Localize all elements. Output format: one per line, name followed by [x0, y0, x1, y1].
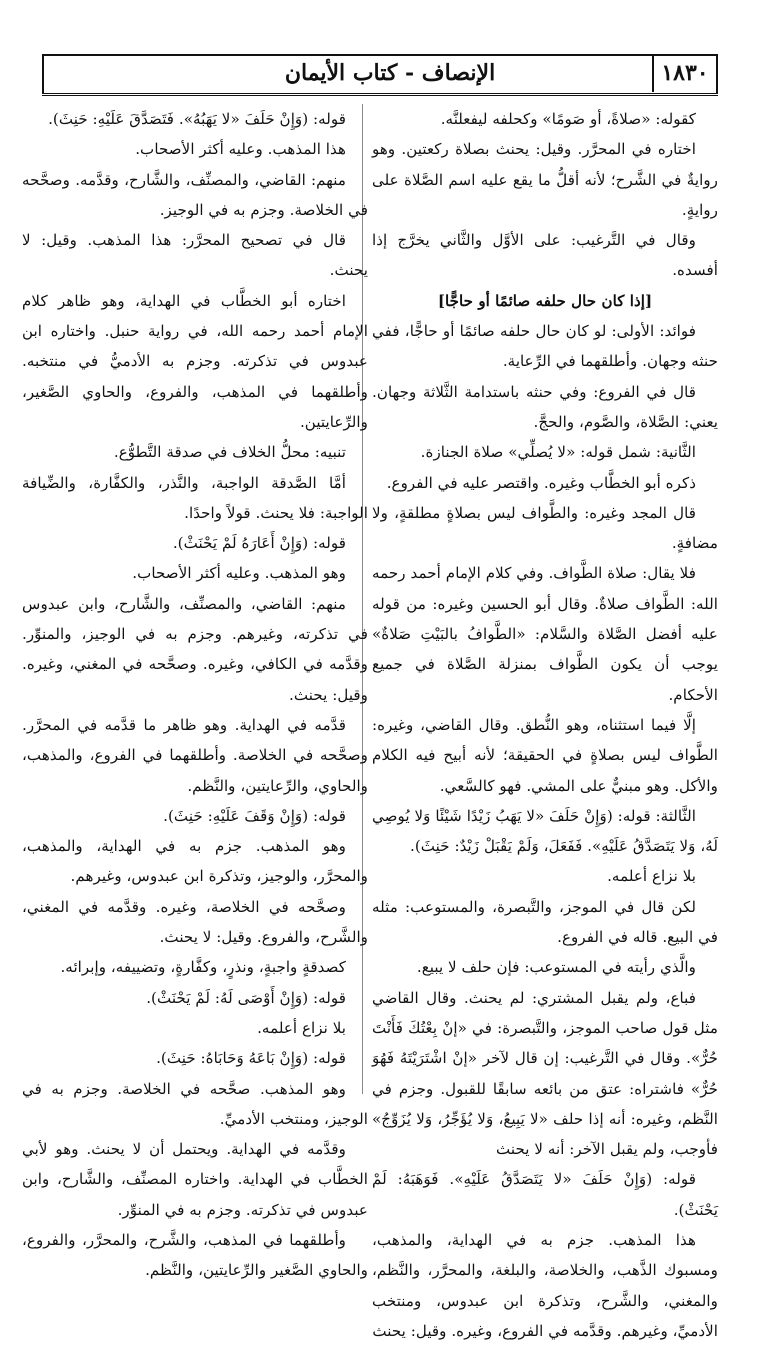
paragraph: بلا نزاع أعلمه. — [607, 867, 696, 886]
page-title: الإنصاف - كتاب الأيمان — [284, 60, 496, 86]
paragraph: وقال في التَّرغيب: على الأوَّل والثَّاني يخرَّج إذا أفسده. — [372, 231, 718, 280]
paragraph: قوله: (وَإِنْ وَقَفَ عَلَيْهِ: حَنِثَ). — [163, 806, 346, 825]
paragraph: الثَّالثة: قوله: (وَإِنْ حَلَفَ «لا يَهَبُ زَيْدًا شَيْئًا وَلا يُوصِي لَهُ، وَلا يَتَصَدَّقُ عَلَيْهِ». فَفَعَلَ، وَلَمْ يَقْبَلْ زَيْدٌ: حَنِثَ). — [372, 806, 718, 856]
paragraph: اختاره في المحرَّر. وقيل: يحنث بصلاة ركعتين. وهو روايةٌ في الشَّرح؛ لأنه أقلُّ ما يقع عليه اسم الصَّلاة على روايةٍ. — [372, 140, 718, 219]
paragraph: أمَّا الصَّدقة الواجبة، والنَّذر، والكفَّارة، والضِّيافة الواجبة: فلا يحنث. قولاً واحدًا. — [22, 473, 368, 522]
paragraph: وهو المذهب. جزم به في الهداية، والمذهب، والمحرَّر، والوجيز، وتذكرة ابن عبدوس، وغيرهم. — [22, 837, 368, 886]
paragraph: قال في الفروع: وفي حنثه باستدامة الثَّلاثة وجهان. يعني: الصَّلاة، والصَّوم، والحجَّ. — [372, 382, 718, 431]
paragraph: قوله: (وَإِنْ حَلَفَ «لا يَتَصَدَّقُ عَلَيْهِ». فَوَهَبَهُ: لَمْ يَحْنَثْ). — [372, 1170, 718, 1219]
paragraph: فلا يقال: صلاة الطَّواف. وفي كلام الإمام أحمد رحمه الله: الطَّواف صلاةٌ. وقال أبو الحسين وغيره: من قوله عليه أفضل الصَّلاة والسَّلام: «الطَّوافُ بالبَيْتِ صَلاةٌ» يوجب أن يكون الطَّواف بمنزلة الصَّلاة في جميع الأحكام. — [372, 564, 718, 704]
left-column — [22, 104, 368, 1280]
page-number: ١٨٣٠ — [652, 54, 716, 92]
paragraph: قوله: (وَإِنْ حَلَفَ «لا يَهَبُهُ». فَتَصَدَّقَ عَلَيْهِ: حَنِثَ). — [48, 110, 346, 128]
paragraph: تنبيه: محلُّ الخلاف في صدقة التَّطوُّع. — [113, 443, 346, 462]
paragraph: كقوله: «صلاةً، أو صَومًا» وكحلفه ليفعلنَّه. — [440, 110, 696, 128]
paragraph: إلَّا فيما استثناه، وهو النُّطق. وقال القاضي، وغيره: الطَّواف ليس بصلاةٍ في الحقيقة؛ لأنه أبيح فيه الكلام والأكل. وهو مبنيٌّ على المشي. فهو كالسَّعي. — [372, 715, 718, 795]
paragraph: فوائد: الأولى: لو كان حال حلفه صائمًا أو حاجًّا، ففي حنثه وجهان. وأطلقهما في الرِّعاية. — [372, 322, 718, 371]
paragraph: قال المجد وغيره: والطَّواف ليس بصلاةٍ مطلقةٍ، ولا مضافةٍ. — [372, 503, 718, 553]
paragraph: بلا نزاع أعلمه. — [257, 1018, 346, 1037]
paragraph: منهم: القاضي، والمصنِّف، والشَّارح، وقدَّمه. وصحَّحه في الخلاصة. وجزم به في الوجيز. — [22, 170, 368, 219]
paragraph: وهو المذهب. وعليه أكثر الأصحاب. — [132, 564, 346, 583]
section-heading: [إذا كان حال حلفه صائمًا أو حاجًّا] — [437, 291, 653, 310]
paragraph: هذا المذهب. وعليه أكثر الأصحاب. — [135, 140, 346, 159]
paragraph: الثَّانية: شمل قوله: «لا يُصلِّي» صلاة الجنازة. — [420, 443, 696, 462]
paragraph: لكن قال في الموجز، والتَّبصرة، والمستوعب: مثله في البيع. قاله في الفروع. — [372, 897, 718, 947]
paragraph: وأطلقهما في المذهب، والشَّرح، والمحرَّر، والفروع، والحاوي الصَّغير والرِّعايتين، والنَّظم. — [22, 1230, 368, 1280]
paragraph: قوله: (وَإِنْ أَعَارَهُ لَمْ يَحْنَثْ). — [172, 534, 346, 553]
paragraph: فباع، ولم يقبل المشتري: لم يحنث. وقال القاضي مثل قول صاحب الموجز، والتَّبصرة: في «إنْ بِعْتُكَ فَأَنْتَ حُرٌّ». وقال في التَّرغيب: إن قال لآخر «إنْ اشْتَرَيْتَهُ فَهُوَ حُرٌّ» فاشتراه: عتق من بائعه سابقًا للقبول. وجزم في النَّظم، وغيره: أنه إذا حلف «لا يَبِيعُ، وَلا يُؤَجِّرُ، وَلا يُزَوِّجُ» فأوجب، ولم يقبل الآخر: أنه لا يحنث — [372, 988, 718, 1159]
paragraph: قال في تصحيح المحرَّر: هذا المذهب. وقيل: لا يحنث. — [22, 231, 368, 280]
paragraph: ذكره أبو الخطَّاب وغيره. واقتصر عليه في الفروع. — [386, 473, 696, 492]
paragraph: منهم: القاضي، والمصنِّف، والشَّارح، وابن عبدوس في تذكرته، وغيرهم. وجزم به في الوجيز، والمنوِّر. وقدَّمه في الكافي، وغيره. وصحَّحه في المغني، وغيره. وقيل: يحنث. — [22, 594, 368, 704]
paragraph: وهو المذهب. صحَّحه في الخلاصة. وجزم به في الوجيز، ومنتخب الأدميِّ. — [22, 1079, 368, 1128]
paragraph: والَّذي رأيته في المستوعب: فإن حلف لا يبيع. — [416, 958, 696, 977]
paragraph: قوله: (وَإِنْ أَوْصَى لَهُ: لَمْ يَحْنَثْ). — [146, 988, 346, 1007]
header-rule — [42, 93, 718, 96]
paragraph: اختاره أبو الخطَّاب في الهداية، وهو ظاهر كلام الإمام أحمد رحمه الله، في رواية حنبل. واختاره ابن عبدوس في تذكرته. وجزم به الأدميُّ في منتخبه. وأطلقهما في المذهب، والفروع، والحاوي الصَّغير، والرِّعايتين. — [22, 291, 368, 431]
right-column — [372, 104, 718, 1340]
paragraph: وصحَّحه في الخلاصة، وغيره. وقدَّمه في المغني، والشَّرح، والفروع. وقيل: لا يحنث. — [22, 897, 368, 947]
paragraph: قوله: (وَإِنْ بَاعَهُ وَحَابَاهُ: حَنِثَ). — [156, 1049, 346, 1068]
paragraph: وقدَّمه في الهداية. ويحتمل أن لا يحنث. وهو لأبي الخطَّاب في الهداية. واختاره المصنِّف، والشَّارح، وابن عبدوس في تذكرته. وجزم به في المنوِّر. — [22, 1140, 368, 1219]
paragraph: هذا المذهب. جزم به في الهداية، والمذهب، ومسبوك الذَّهب، والخلاصة، والبلغة، والمحرَّر، والنَّظم، والمغني، والشَّرح، وتذكرة ابن عبدوس، ومنتخب الأدميِّ، وغيرهم. وقدَّمه في الفروع، وغيره. وقيل: يحنث — [372, 1230, 718, 1340]
paragraph: كصدقةٍ واجبةٍ، ونذرٍ، وكفَّارةٍ، وتضييفه، وإبرائه. — [60, 958, 346, 977]
paragraph: قدَّمه في الهداية. وهو ظاهر ما قدَّمه في المحرَّر. وصحَّحه في الخلاصة. وأطلقهما في الفروع، والمذهب، والحاوي، والرِّعايتين، والنَّظم. — [22, 715, 368, 795]
